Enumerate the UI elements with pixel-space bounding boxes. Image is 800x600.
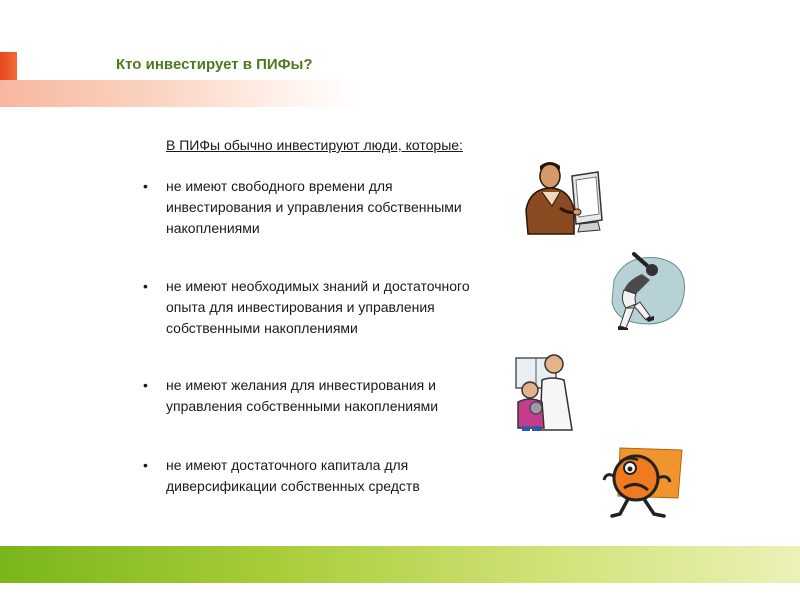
- intro-text: В ПИФы обычно инвестируют люди, которые:: [166, 137, 463, 153]
- title-band: [0, 80, 360, 107]
- bullet-dot: •: [143, 178, 148, 194]
- bullet-line: не имеют достаточного капитала для: [166, 457, 409, 473]
- bullet-line: не имеют желания для инвестирования и: [166, 377, 436, 393]
- bullet-line: инвестирования и управления собственными: [166, 199, 462, 215]
- bullet-dot: •: [143, 377, 148, 393]
- worried-face-running-icon: [598, 444, 688, 524]
- bullet-line: управления собственными накоплениями: [166, 398, 439, 414]
- bullet-item-3: [143, 375, 536, 417]
- bullet-item-2: [143, 276, 536, 339]
- bullet-dot: •: [143, 457, 148, 473]
- businessman-at-computer-icon: [520, 158, 606, 238]
- bullet-line: не имеют свободного времени для: [166, 178, 393, 194]
- bullet-item-4: [143, 455, 536, 497]
- bullet-line: диверсификации собственных средств: [166, 478, 420, 494]
- bullet-line: собственными накоплениями: [166, 320, 358, 336]
- bullet-item-1: [143, 176, 536, 239]
- accent-square: [0, 52, 17, 80]
- baseball-player-icon: [606, 250, 690, 332]
- bullet-line: не имеют необходимых знаний и достаточного: [166, 278, 470, 294]
- doctor-with-patient-icon: [512, 350, 584, 434]
- footer-bar: [0, 546, 800, 583]
- bullet-line: накоплениями: [166, 220, 260, 236]
- bullet-line: опыта для инвестирования и управления: [166, 299, 435, 315]
- bullet-dot: •: [143, 278, 148, 294]
- slide-title: Кто инвестирует в ПИФы?: [116, 56, 313, 73]
